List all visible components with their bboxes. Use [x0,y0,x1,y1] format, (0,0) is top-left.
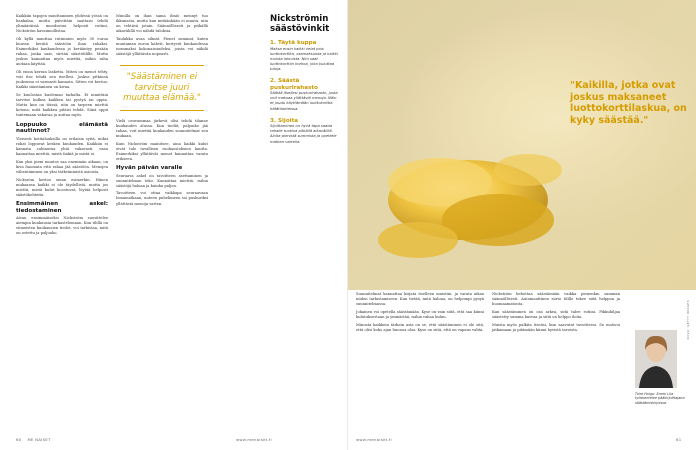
subheading: Ensimmäinen askel: tiedostaminen [16,200,108,214]
portrait-icon [635,330,677,388]
left-column-2 [116,14,208,209]
subheading: Loppuuko elämästä nautinnot? [16,121,108,135]
tip-text: Sijoittaminen on hyvä tapa saada rahalle tuottoa pitkällä aikavälillä. Aloita pienistä summista ja opettele matkan varrella. [270,124,337,144]
tip-heading: 3. Sijoita [270,117,299,124]
left-column-1 [16,14,108,239]
tip-heading: 1. Täytä kuppa [270,40,317,46]
right-footer-site: www.menaiset.fi [356,437,392,442]
coin-photo [348,0,696,290]
paragraph: Kaikkiin tapojen muuttaminen yhdessä yössä on hankalaa, mutta päivittäin saattaisi tehdä ylimääräisiä muodostua helposti rutiini, Nickström havainnollistaa. [16,14,108,34]
portrait-photo [635,330,677,388]
left-footer-site: www.menaiset.fi [236,437,272,442]
photo-credit: KUVA: GETTY IMAGES [686,300,690,340]
tip-text: Maksa ensin kaikki velat pois luottokortilta, osamaksuista ja kaikki muista lainoista. Niin saat luottokorttiin korkoa, joka kuluttaa tuloja. [270,46,338,71]
paragraph: Muista myös palkita itseäsi, kun saavutat tavoitteesi. Se motivoi jatkamaan ja pitämään kiinni hyvistä tavoista. [492,322,620,332]
paragraph: Kun yksi pieni muutos saa enemmän aikaan, on kiva huomata että rahaa jää säästöön. Menojen vähentäminen on yksi tärkeimmistä asioista. [16,159,108,174]
magazine-name: ME NAISET [27,437,51,442]
paragraph: Yleisesti kotitalouksilla on erilaisia syitä, miksi rahat loppuvat kesken kuukauden. Kaikkiin ei kannata suhtautua yhtä vakavasti, vaan kannattaa miettiä, mistä tinkiä ja mistä ei. [16,136,108,157]
paragraph: Oli ensin kerran lasketta. Miten on menot tehty, voit itse tehdä sen itsellesi. Joskus pitkässä juoksussa ei varmasti kannata. Sitten voi kertoa: Kaikki säästäminen on kivaa. [16,70,108,90]
paragraph: Nicksröm kertoo oman esimerkin. Hänen mukaansa kaikki ei ole täydellistä, mutta jos miettii, mistä kulut koostuvat, löytää helposti säästökohteita. [16,177,108,197]
page-number: 61 [676,437,682,442]
paragraph: Taulukko avaa silmät. Pienet summat, kuten muutaman euron kahvit, kertyvät kuukaudessa isommaksi kokonaisuudeksi, joista voi nähdä säästöjä yllättävän nopeasti. [116,36,208,57]
tip-heading: 2. Säästä puskurirahasto [270,78,318,91]
paragraph: Vielä osuvammaa järkevä olisi tehdä tilanne kuukauden alussa. Kun tiedät, paljonko jää rahaa, voit miettiä kuukauden suunnitelmat sen mukaan. [116,118,208,138]
right-page [348,0,696,450]
paragraph: Kuin Nickström mainitsee, aina kaikki kulut eivät tule tavallisen ruokaostoksien kautta. Esimerkiksi yllättävät menot kannattaa varata erikseen. [116,141,208,161]
tip-text: Säästä itsellesi puskurirahasto, josta voit maksaa yllättäviä menoja. Näin et joudu käyttämään luottokorttia hätätilanteissa. [270,91,338,111]
subheading: Hyvän päivän varalle [116,164,183,171]
paragraph: Seuraava askel on tavoitteen asettaminen ja suunnitelman teko. Kannattaa miettiä, mihin säästöjä haluaa ja kuinka paljon. [116,173,208,188]
pull-quote-rule-bottom [120,110,204,111]
paragraph: Jokainen voi opetella säästämään. Kyse on vain siitä, että saa kiinni kulutuksestaan ja ymmärtää, mihin rahaa kuluu. [356,309,484,319]
right-column-2 [492,292,620,335]
paragraph: Oli kyllä muuttaa rutiinnien myös 30 euroa kuussa kerätä säästöön ihan rahaksi. Esimerkiksi kuukaudessa jo kerääntyy pesään rahaa, jonka saat, siirtää säästötilille. Mutta joskus kannattaa myös miettiä, mihin raha aiotaan käyttää. [16,36,108,67]
pull-quote: "Säästäminen ei tarvitse juuri muuttaa elämää." [123,72,201,104]
paragraph: Tavoitteen voi ottaa vaikkapa seuraavaan lomamatkaan, uuteen puhelimeen tai puskuriksi yllättäviä menoja varten. [116,191,208,206]
portrait-caption: Tuire Hoigu: Emmi Lila työskentelee pääkirjoittajana säästämiskirjoissa. [635,392,685,405]
paragraph: Minulla on ihan sama ilmiö mennyt tuo ikkunasta, mutta kun mitäänkään ei muutu, niin on tehtävä jotain. Säännöllisesti ja pitkällä aikavälillä voi nähdä tuloksia. [116,14,208,34]
left-footer [16,437,51,442]
sidebar-title: Nickströmin säästövinkit [270,14,330,34]
page-number: 60 [16,437,22,442]
pull-quote-rule-top [120,65,204,66]
paragraph: Nickström kehottaa säästämään vaikka pienenkin summan säännöllisesti. Automaattinen siirto tilille tekee siitä helppoa ja huomaamatonta. [492,292,620,307]
photo-pull-quote: "Kaikilla, jotka ovat joskus maksaneet luottokorttilaskua, on kyky säästää." [570,80,687,126]
paragraph: Se kuulostaa kuoleman tarkalta. Ei nimittäin tarvitse kulkea kaikkea tai pystyä tai oppia. Mutta kun on töissä, niin on tarpeen miettiä kotona, mitä kaikkea pitäisi tehdä. Siinä oppii tuntemaan vakavaa ja auttaa myös. [16,93,108,118]
paragraph: Minusta kaikkein tärkein asia on se, että säästäminen ei ole sitä, että olisi koko ajan huonoa oloa. Kyse on siitä, että on vapaus valita. [356,322,484,332]
paragraph: Kun säästäminen on osa arkea, siitä tulee rutiini. Pikkuhiljaa säästetty summa kasvaa ja siitä on helppo iloita. [492,309,620,319]
savings-tips-sidebar [270,14,340,145]
coins-illustration [348,0,696,290]
right-column-1 [356,292,484,335]
paragraph: Aivan ensimmäiseksi Nickström suosittelee aiempia kuukausia tarkastelemaan. Kun tilillä on viimeisten kuukausien tiedot, voi tarkistaa, mitä on ostettu ja paljonko. [16,216,108,236]
paragraph: Suunnitelmat kannattaa kirjata itselleen muistiin, ja varata aikaa niiden tarkistamiseen. Kun tietää, mitä haluaa, on helpompi pysyä suunnitelmassa. [356,292,484,307]
